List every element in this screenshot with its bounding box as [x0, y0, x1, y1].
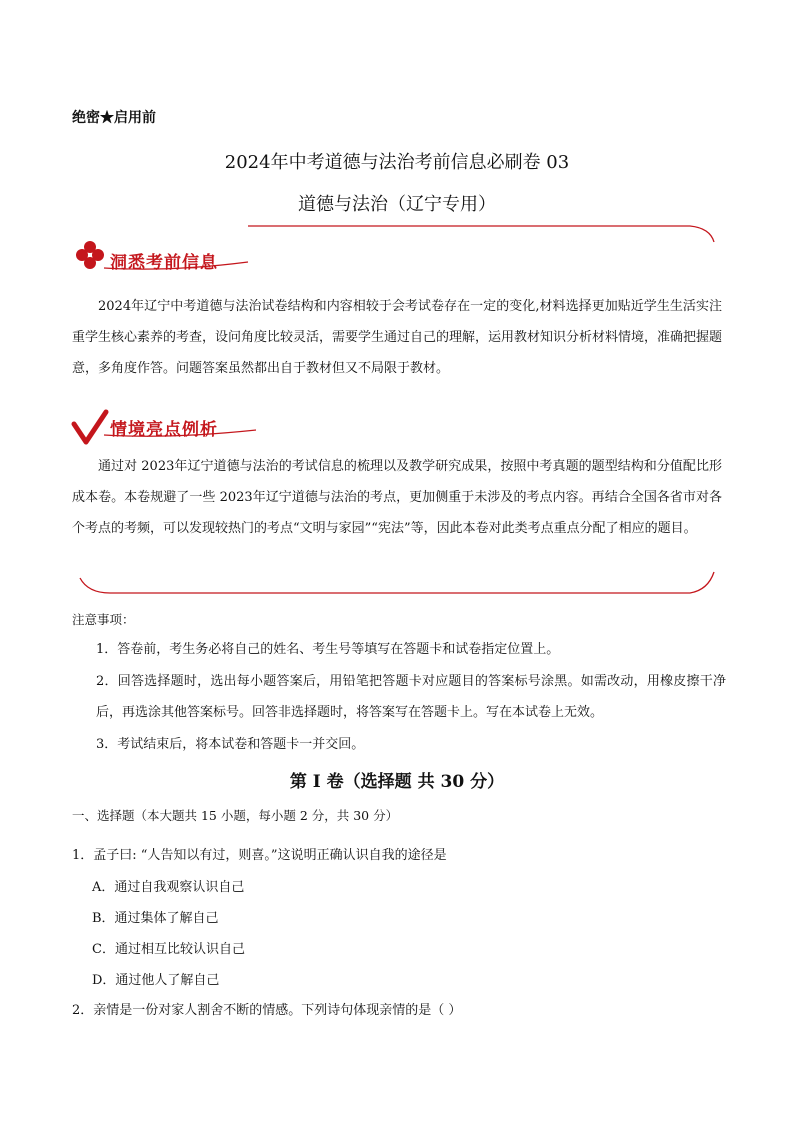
option-b: B．通过集体了解自己 — [92, 911, 219, 926]
question-stem: 1．孟子曰: “人告知以有过，则喜。”这说明正确认识自我的途径是 — [72, 848, 447, 863]
note-item: 3．考试结束后，将本试卷和答题卡一并交回。 — [96, 737, 365, 752]
option-a: A．通过自我观察认识自己 — [92, 880, 245, 895]
section-title: 第 I 卷（选择题 共 30 分） — [289, 772, 505, 792]
note-item: 1．答卷前，考生务必将自己的姓名、考生号等填写在答题卡和试卷指定位置上。 — [96, 642, 560, 657]
banner-highlights: 情境亮点例析 — [110, 420, 218, 440]
option-d: D．通过他人了解自己 — [92, 973, 220, 988]
note-item: 2．回答选择题时，选出每小题答案后，用铅笔把答题卡对应题目的答案标号涂黑。如需改动，用橡皮擦干净后，再选涂其他答案标号。回答非选择题时，将答案写在答题卡上。写在本试卷上无效。 — [96, 674, 726, 720]
exam-title: 2024年中考道德与法治考前信息必刷卷 03 — [224, 152, 570, 173]
option-c: C．通过相互比较认识自己 — [92, 942, 245, 957]
exam-info-paragraph: 2024年辽宁中考道德与法治试卷结构和内容相较于会考试卷存在一定的变化,材料选择更加贴近学生生活实注重学生核心素养的考查，设问角度比较灵活，需要学生通过自己的理解，运用教材知识分析材料情境，准确把握题意，多角度作答。问题答案虽然都出自于教材但又不局限于教材。 — [72, 299, 723, 376]
question-stem: 2．亲情是一份对家人割舍不断的情感。下列诗句体现亲情的是（ ） — [72, 1003, 462, 1018]
exam-subtitle: 道德与法治（辽宁专用） — [298, 194, 496, 215]
clover-icon — [76, 241, 104, 269]
confidential-label: 绝密★启用前 — [72, 110, 156, 126]
highlights-paragraph: 通过对 2023年辽宁道德与法治的考试信息的梳理以及教学研究成果，按照中考真题的题型结构和分值配比形成本卷。本卷规避了一些 2023年辽宁道德与法治的考点，更加侧重于未涉及的考点内容。再结合全国各省市对各个考点的考频，可以发现较热门的考点“文明与家园”“宪法”等，因此本卷对此类考点重点分配了相应的题目。 — [72, 459, 722, 536]
banner-exam-info: 洞悉考前信息 — [110, 253, 218, 273]
check-icon — [74, 412, 106, 442]
notes-heading: 注意事项： — [72, 612, 135, 627]
part-heading: 一、选择题（本大题共 15 小题，每小题 2 分，共 30 分） — [72, 808, 399, 823]
